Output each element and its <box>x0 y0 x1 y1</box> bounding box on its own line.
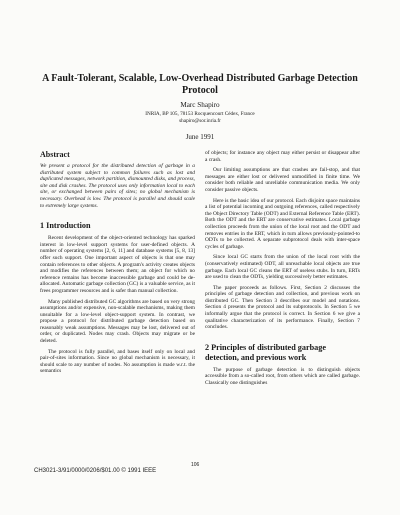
paragraph: The purpose of garbage detection is to distinguish objects accessible from a so-called root, from others which are called garbage. Classically one distinguishes <box>205 366 360 387</box>
paragraph: of objects; for instance any object may either persist or disappear after a crash. <box>205 150 360 163</box>
page-number: 106 <box>191 462 200 468</box>
left-column <box>40 150 195 379</box>
copyright-line: CH3021-3/91/0000/0206/$01.00 © 1991 IEEE <box>34 468 157 474</box>
paragraph: Here is the basic idea of our protocol. Each disjoint space maintains a list of potential incoming and outgoing references, called respectively the Object Directory Table (ODT) and External Reference Table (ERT). Both the ODT and the ERT are conservative estimates. Local garbage collection proceeds from the union of the local root and the ODT and removes entries in the ERT, which in turn allows previously-pointed-to ODTs to be collected. A separate subprotocol deals with inter-space cycles of garbage. <box>205 197 360 250</box>
paragraph: Many published distributed GC algorithms are based on very strong assumptions and/or expensive, non-scalable mechanisms, making them unsuitable for a low-level object-support system. In contrast, we propose a protocol for distributed garbage detection based on reasonably weak assumptions. Messages may be lost, delivered out of order, or duplicated. Nodes may crash. Objects may migrate or be deleted. <box>40 298 195 345</box>
abstract-heading: Abstract <box>40 150 70 159</box>
paragraph: Recent development of the object-oriented technology has sparked interest in low-level support systems for user-defined objects. A number of operating systems [2, 6, 11] and database systems [5, 8, 13] offer such support. One important aspect of objects is that one may contain references to other objects. A program's activity creates objects and modifies the references between them; an object for which no reference remains has become inaccessible garbage and could be de-allocated. Automatic garbage collection (GC) is a valuable service, as it frees programmer resources and is safer than manual collection. <box>40 235 195 294</box>
author-email: shapiro@sor.inria.fr <box>179 118 221 124</box>
paragraph: The paper proceeds as follows. First, Section 2 discusses the principles of garbage detection and collection, and previous work on distributed GC. Then Section 3 describes our model and notations. Section 4 presents the protocol and its subprotocols. In Section 5 we informally argue that the protocol is correct. In Section 6 we give a qualitative characterization of its performance. Finally, Section 7 concludes. <box>205 284 360 331</box>
section-1-heading: 1 Introduction <box>40 221 91 231</box>
paragraph: Since local GC starts from the union of the local root with the (conservatively estimated) ODT, all unreachable local objects are true garbage. Each local GC cleans the ERT of useless stubs. In turn, ERTs are used to clean the ODTs, yielding successively better estimates. <box>205 254 360 281</box>
paper-date: June 1991 <box>185 133 215 141</box>
section-2-heading: 2 Principles of distributed garbage detection, and previous work <box>205 342 326 362</box>
author-name: Marc Shapiro <box>180 101 220 109</box>
right-column <box>205 150 360 391</box>
author-affiliation: INRIA, BP 105, 78153 Rocquencourt Cédex, France <box>145 111 255 117</box>
paper-title: A Fault-Tolerant, Scalable, Low-Overhead Distributed Garbage Detection Protocol <box>42 73 358 96</box>
abstract-text: We present a protocol for the distributed detection of garbage in a distributed system subject to common failures such as lost and duplicated messages, network partition, dismounted disks, and process, site and disk crashes. The protocol uses only information local to each site, or exchanged between pairs of sites; no global mechanism is necessary. Overhead is low. The protocol is parallel and should scale to extremely large systems. <box>40 163 195 209</box>
paragraph: The protocol is fully parallel, and bases itself only on local and pair-of-sites information. Since no global mechanism is necessary, it should scale to any number of nodes. No assumption is made w.r.t. the semantics <box>40 348 195 375</box>
paragraph: Our limiting assumptions are that crashes are fail-stop, and that messages are either lost or delivered unmodified in finite time. We consider both reliable and unreliable communication media. We only consider passive objects. <box>205 167 360 193</box>
